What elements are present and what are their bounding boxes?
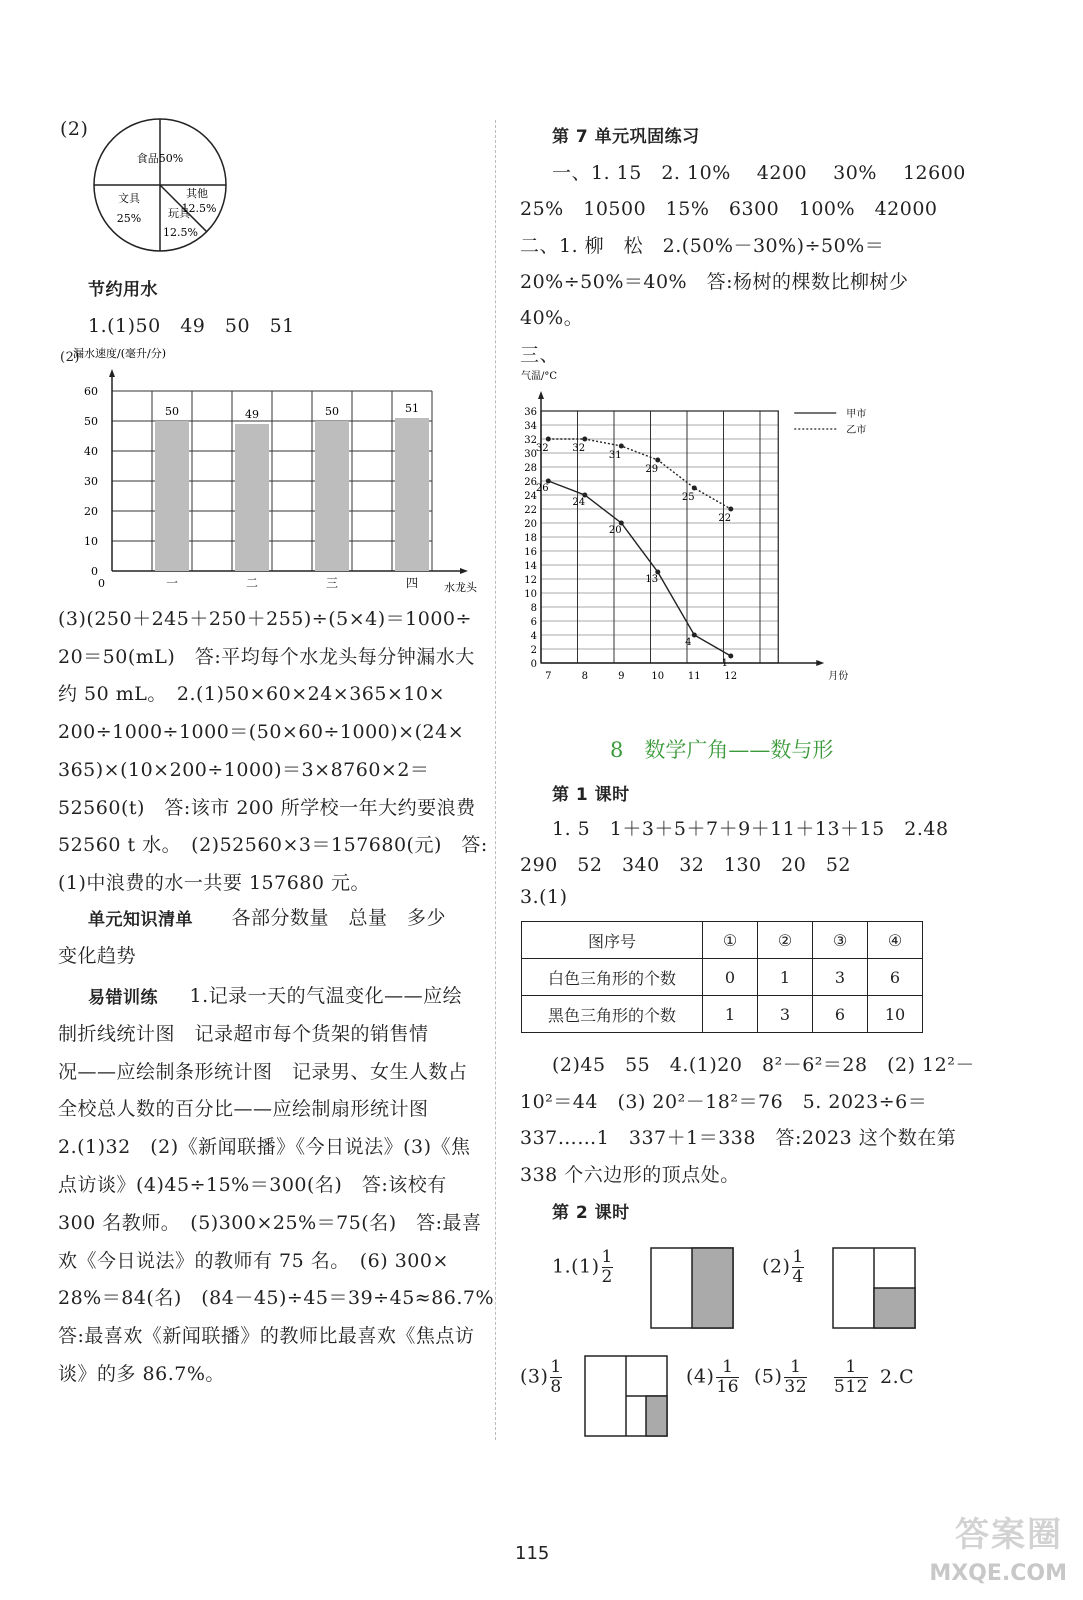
line-x-tick: 9 [618, 671, 625, 682]
bar-y-tick: 30 [84, 475, 98, 488]
line-point-label: 24 [572, 497, 586, 508]
table-cell: 6 [868, 959, 923, 996]
table-cell: 黑色三角形的个数 [522, 996, 703, 1033]
line-y-tick: 22 [524, 505, 537, 516]
fraction-1-2 [602, 1248, 613, 1287]
line-point-label: 32 [572, 443, 586, 454]
lesson2-q5-label: (5) [754, 1365, 783, 1388]
table-row [522, 996, 923, 1033]
table-cell: 1 [703, 996, 758, 1033]
frac-den: 16 [716, 1377, 740, 1397]
line-y-tick: 16 [524, 547, 537, 558]
table-cell: 3 [758, 996, 813, 1033]
bar-category-label: 三 [325, 576, 339, 590]
bar-value-label: 49 [245, 408, 259, 421]
text-line: 1. 5 1＋3＋5＋7＋9＋11＋13＋15 2.48 [552, 818, 949, 840]
line-y-arrow [538, 391, 544, 399]
pie-label-stationery: 文具 [118, 192, 140, 205]
table-cell: 6 [813, 996, 868, 1033]
table-cell: 1 [758, 959, 813, 996]
table-header-cell: ① [703, 922, 758, 959]
line-point [692, 486, 697, 491]
table-header-cell: ② [758, 922, 813, 959]
lesson1-title: 第 1 课时 [552, 785, 630, 805]
lesson2-q1-label: 1.(1) [552, 1255, 600, 1278]
table-cell: 0 [703, 959, 758, 996]
knowledge-line2: 变化趋势 [58, 945, 137, 967]
line-point [619, 444, 624, 449]
line-y-tick: 4 [530, 631, 537, 642]
lesson2-q4-label: (4) [686, 1365, 715, 1388]
unit7-title: 第 7 单元巩固练习 [552, 127, 700, 147]
bar-y-label: 漏水速度/(毫升/分) [73, 347, 166, 360]
text-line: (3)(250＋245＋250＋255)÷(5×4)＝1000÷ [58, 608, 472, 630]
frac-num: 1 [601, 1247, 613, 1267]
text-line: 2.(1)32 (2)《新闻联播》《今日说法》(3)《焦 [58, 1136, 471, 1159]
fraction-1-8 [550, 1358, 561, 1397]
line-x-tick: 8 [581, 671, 588, 682]
bar-chart-label: (2) [60, 350, 80, 365]
text-line: 一、1. 15 2. 10% 4200 30% 12600 [552, 162, 966, 184]
line-y-tick: 28 [524, 463, 537, 474]
line-y-tick: 32 [524, 435, 537, 446]
bar-x-arrow [460, 568, 468, 574]
text-line: 全校总人数的百分比——应绘制扇形统计图 [58, 1098, 429, 1121]
line-point [692, 633, 697, 638]
line-y-label: 气温/°C [521, 371, 558, 382]
page-number: 115 [515, 1543, 550, 1564]
knowledge-rest: 各部分数量 总量 多少 [212, 907, 447, 929]
line-x-arrow [816, 660, 824, 666]
line-y-tick: 6 [530, 617, 537, 628]
text-line: 约 50 mL。 2.(1)50×60×24×365×10× [58, 683, 446, 706]
text-line: 1.记录一天的气温变化——应绘 [170, 985, 463, 1007]
line-y-tick: 30 [524, 449, 537, 460]
lesson2-q3-label: (3) [520, 1365, 549, 1388]
unit8-title: 8 数学广角——数与形 [610, 738, 834, 762]
frac-num: 1 [792, 1247, 804, 1267]
line-point [582, 437, 587, 442]
bar-value-label: 50 [325, 405, 339, 418]
bar [155, 421, 189, 571]
frac-num: 1 [790, 1357, 802, 1377]
text-line: 337……1 337＋1＝338 答:2023 这个数在第 [520, 1127, 957, 1149]
line-y-tick: 36 [524, 407, 537, 418]
line-y-tick: 2 [530, 645, 537, 656]
triangle-table [521, 921, 923, 1033]
frac-num: 1 [722, 1357, 734, 1377]
square-half [650, 1247, 734, 1329]
line-point [655, 458, 660, 463]
lesson2-q5 [754, 1358, 809, 1397]
pie-question-label: (2) [60, 118, 89, 140]
line-point-label: 31 [608, 450, 622, 461]
line-point-label: 4 [685, 637, 692, 648]
bar-category-label: 四 [405, 576, 419, 590]
bar-origin-label: 0 [98, 577, 105, 590]
bar-category-label: 二 [245, 576, 259, 590]
pie-label-toys-pct: 12.5% [163, 226, 198, 239]
line-x-tick: 11 [687, 671, 701, 682]
lesson2-title: 第 2 课时 [552, 1203, 630, 1223]
pie-chart [85, 110, 235, 260]
line-y-tick: 0 [530, 659, 537, 670]
lesson2-q2 [762, 1248, 806, 1287]
line-y-tick: 8 [530, 603, 537, 614]
line-point [728, 507, 733, 512]
table-cell: 3 [813, 959, 868, 996]
table-header-cell: ④ [868, 922, 923, 959]
text-line: 40%。 [520, 307, 584, 330]
line-y-tick: 34 [524, 421, 537, 432]
legend-label: 甲市 [846, 409, 867, 420]
pie-label-food: 食品50% [136, 152, 184, 165]
table-row [522, 959, 923, 996]
frac-num: 1 [845, 1357, 857, 1377]
text-line: 300 名教师。 (5)300×25%＝75(名) 答:最喜 [58, 1211, 482, 1234]
fraction-1-32 [784, 1358, 807, 1397]
text-line: 25% 10500 15% 6300 100% 42000 [520, 198, 938, 221]
text-line: 338 个六边形的顶点处。 [520, 1163, 740, 1186]
line-x-label: 月份 [828, 671, 849, 682]
bar-y-tick: 10 [84, 535, 98, 548]
text-line: (2)45 55 4.(1)20 8²－6²＝28 (2) 12²－ [552, 1054, 975, 1076]
bar-y-tick: 0 [91, 565, 98, 578]
line-y-tick: 20 [524, 519, 537, 530]
lesson2-q6 [832, 1358, 870, 1397]
line-x-tick: 12 [724, 671, 738, 682]
bar [235, 424, 269, 571]
table-cell: 10 [868, 996, 923, 1033]
text-line: 点访谈》(4)45÷15%＝300(名) 答:该校有 [58, 1174, 447, 1196]
frac-den: 4 [792, 1267, 804, 1287]
square-quarter [832, 1247, 916, 1329]
line-point [728, 654, 733, 659]
bar-y-tick: 50 [84, 415, 98, 428]
bar-y-arrow [109, 369, 115, 377]
table-header-row [522, 922, 923, 959]
text-line: 二、1. 柳 松 2.(50%－30%)÷50%＝ [520, 234, 885, 257]
text-line: 20＝50(mL) 答:平均每个水龙头每分钟漏水大 [58, 645, 475, 668]
text-line: 290 52 340 32 130 20 52 [520, 854, 852, 876]
line-point-label: 25 [681, 492, 695, 503]
frac-den: 512 [834, 1377, 868, 1397]
column-divider [495, 120, 496, 1440]
line-y-tick: 24 [524, 491, 537, 502]
frac-num: 1 [550, 1357, 562, 1377]
text-line: 3.(1) [520, 886, 568, 908]
frac-den: 2 [601, 1267, 613, 1287]
lesson2-q3 [520, 1358, 564, 1397]
line-point-label: 29 [645, 464, 659, 475]
bar [395, 418, 429, 571]
line-y-tick: 12 [524, 575, 537, 586]
text-line: 52560 t 水。 (2)52560×3＝157680(元) 答: [58, 834, 488, 857]
text-line: 52560(t) 答:该市 200 所学校一年大约要浪费 [58, 796, 476, 819]
bar-y-tick: 20 [84, 505, 98, 518]
line-y-tick: 10 [524, 589, 537, 600]
lesson2-answer2: 2.C [880, 1366, 915, 1388]
text-line: 谈》的多 86.7%。 [58, 1363, 225, 1385]
bar-value-label: 50 [165, 405, 179, 418]
text-line: 制折线统计图 记录超市每个货架的销售情 [58, 1022, 429, 1045]
bar-chart [55, 345, 477, 595]
bar-x-label: 水龙头 [444, 581, 477, 594]
bar [315, 421, 349, 571]
pie-label-toys: 玩具 [168, 207, 190, 220]
legend-label: 乙市 [846, 425, 867, 436]
table-header-cell: ③ [813, 922, 868, 959]
frac-den: 8 [550, 1377, 562, 1397]
section-title-water: 节约用水 [88, 280, 158, 300]
bar-value-label: 51 [405, 402, 419, 415]
text-line: 365)×(10×200÷1000)＝3×8760×2＝ [58, 758, 430, 781]
line-point [546, 437, 551, 442]
line-y-tick: 18 [524, 533, 537, 544]
pie-label-stationery-pct: 25% [116, 212, 142, 225]
line-point-label: 20 [608, 525, 622, 536]
frac-den: 32 [784, 1377, 808, 1397]
lesson2-q1 [552, 1248, 615, 1287]
fraction-1-16 [716, 1358, 739, 1397]
bar-y-tick: 40 [84, 445, 98, 458]
knowledge-label: 单元知识清单 [88, 910, 193, 930]
text-line: 三、 [520, 343, 560, 366]
pie-label-other: 其他 [186, 187, 208, 200]
pie-label-other-pct: 12.5% [181, 202, 217, 215]
text-line: 答:最喜欢《新闻联播》的教师比最喜欢《焦点访 [58, 1325, 475, 1348]
table-cell: 白色三角形的个数 [522, 959, 703, 996]
line-point-label: 1 [721, 658, 728, 669]
watermark: MXQE.COM [929, 1561, 1067, 1586]
text-line: 28%＝84(名) (84－45)÷45＝39÷45≈86.7% [58, 1287, 495, 1310]
fraction-1-4 [792, 1248, 803, 1287]
line-y-tick: 14 [524, 561, 537, 572]
text-line: 欢《今日说法》的教师有 75 名。 (6) 300× [58, 1249, 449, 1272]
text-line: 20%÷50%＝40% 答:杨树的棵数比柳树少 [520, 270, 909, 293]
lesson2-q4 [686, 1358, 741, 1397]
line-x-tick: 7 [545, 671, 552, 682]
line-chart [505, 365, 905, 690]
square-eighth [584, 1355, 668, 1437]
text-line: 10²＝44 (3) 20²－18²＝76 5. 2023÷6＝ [520, 1090, 928, 1113]
table-header-cell: 图序号 [522, 922, 703, 959]
text-line: 况——应绘制条形统计图 记录男、女生人数占 [58, 1060, 468, 1083]
watermark-logo: 答案圈 [955, 1515, 1063, 1555]
bar-y-tick: 60 [84, 385, 98, 398]
water-q1: 1.(1)50 49 50 51 [88, 315, 295, 337]
line-point-label: 26 [535, 483, 549, 494]
line-point-label: 22 [718, 513, 732, 524]
text-line: 200÷1000÷1000＝(50×60÷1000)×(24× [58, 721, 465, 744]
line-point-label: 13 [645, 574, 659, 585]
line-x-tick: 10 [651, 671, 665, 682]
fraction-1-512 [834, 1358, 868, 1397]
line-point-label: 32 [535, 443, 549, 454]
line-y-tick: 26 [524, 477, 537, 488]
bar-category-label: 一 [165, 576, 179, 590]
lesson2-q2-label: (2) [762, 1255, 791, 1278]
error-training-label: 易错训练 [88, 988, 158, 1008]
text-line: (1)中浪费的水一共要 157680 元。 [58, 871, 371, 894]
